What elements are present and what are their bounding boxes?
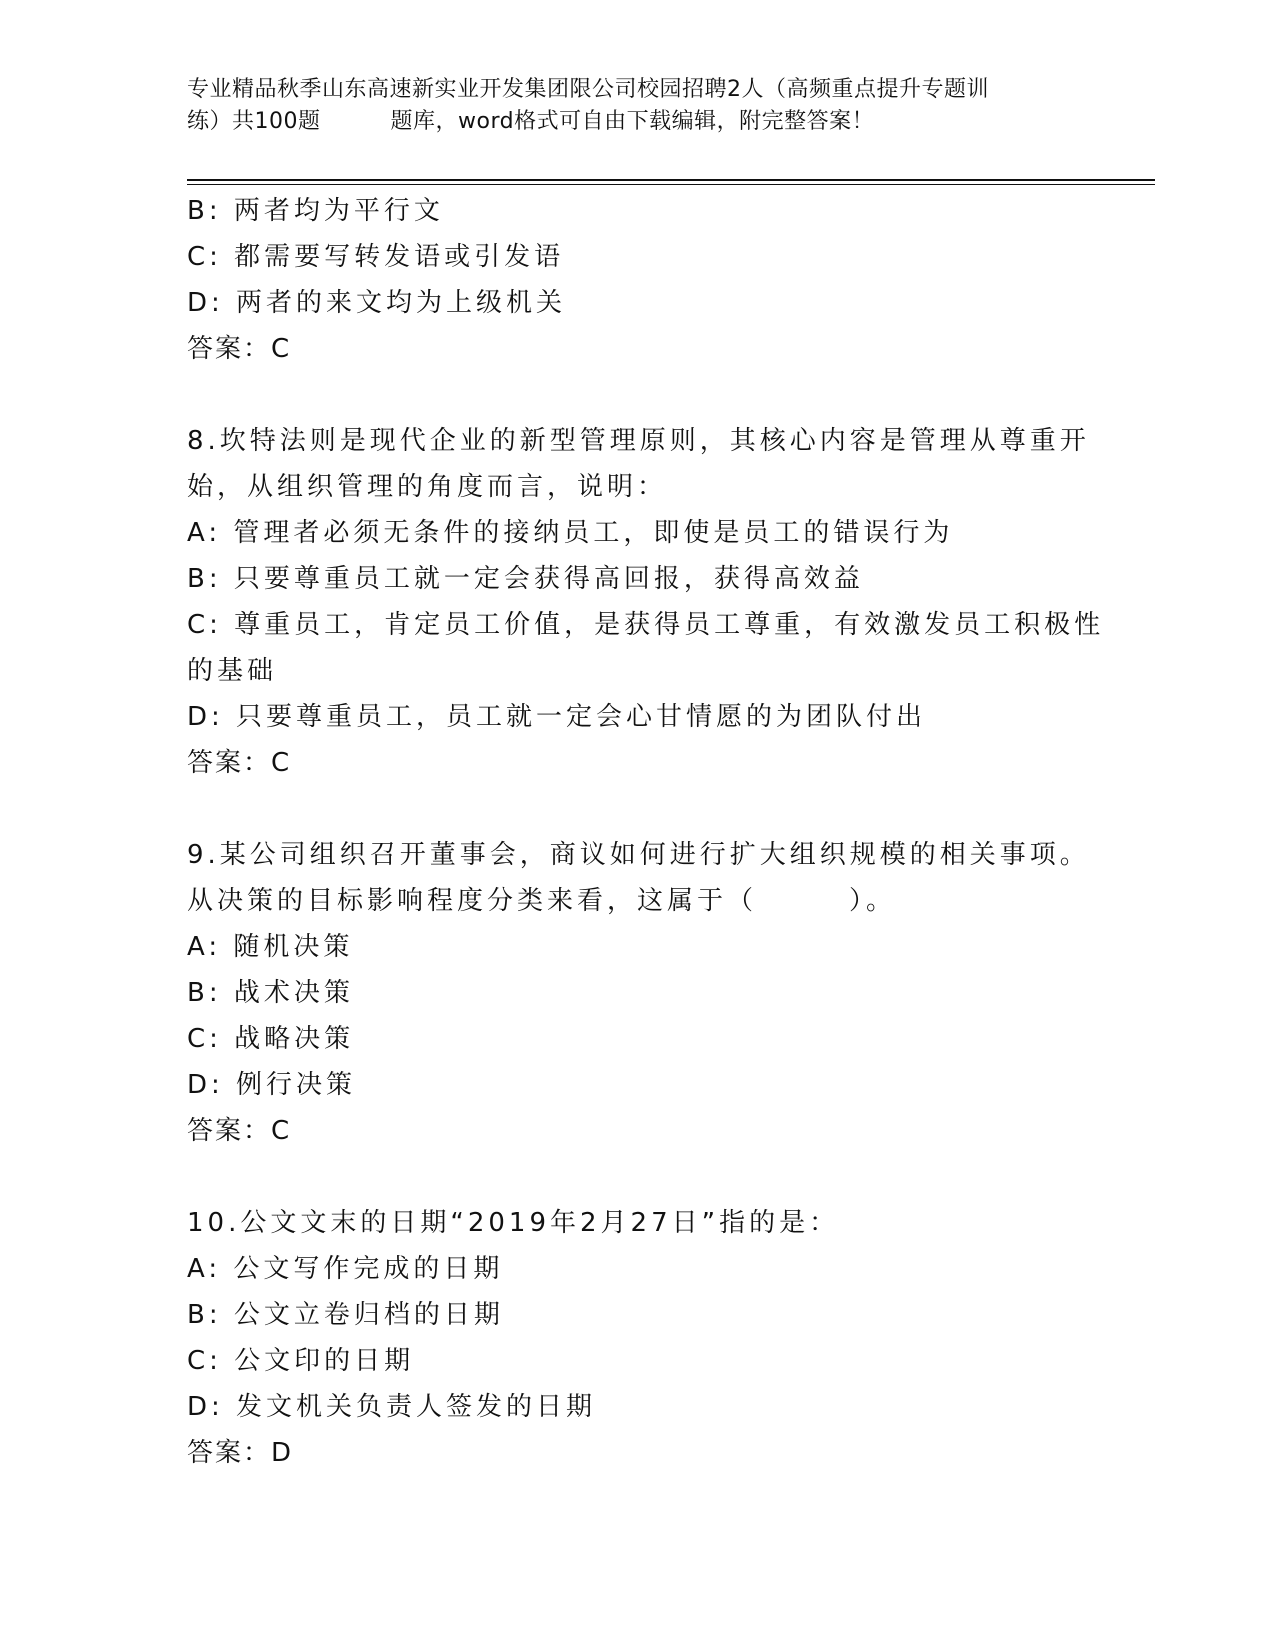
- header-title-line1: 专业精品秋季山东高速新实业开发集团限公司校园招聘2人（高频重点提升专题训: [187, 77, 989, 102]
- q7-answer: 答案：C: [187, 334, 292, 364]
- q9-option-d: D: 例行决策: [187, 1070, 357, 1100]
- q8-option-a: A: 管理者必须无条件的接纳员工，即使是员工的错误行为: [187, 518, 954, 548]
- q9-stem-line2-part2: ）。: [849, 886, 897, 916]
- q10-option-d: D: 发文机关负责人签发的日期: [187, 1392, 597, 1422]
- q10-stem: 10.公文文末的日期“2019年2月27日”指的是：: [187, 1208, 840, 1238]
- q9-answer: 答案：C: [187, 1116, 292, 1146]
- q9-option-b: B: 战术决策: [187, 978, 354, 1008]
- q9-option-c: C: 战略决策: [187, 1024, 355, 1054]
- q8-option-b: B: 只要尊重员工就一定会获得高回报，获得高效益: [187, 564, 864, 594]
- header-divider-thick: [187, 179, 1155, 181]
- q10-option-c: C: 公文印的日期: [187, 1346, 415, 1376]
- q7-option-d: D: 两者的来文均为上级机关: [187, 288, 567, 318]
- q8-option-d: D: 只要尊重员工，员工就一定会心甘情愿的为团队付出: [187, 702, 927, 732]
- q10-answer: 答案：D: [187, 1438, 294, 1468]
- q7-option-c: C: 都需要写转发语或引发语: [187, 242, 565, 272]
- header-title-line2-part2: 题库，word格式可自由下载编辑，附完整答案！: [390, 109, 875, 134]
- q7-option-b: B: 两者均为平行文: [187, 196, 444, 226]
- q9-stem-line2-part1: 从决策的目标影响程度分类来看，这属于（: [187, 886, 758, 916]
- q10-option-a: A: 公文写作完成的日期: [187, 1254, 504, 1284]
- q8-stem-line1: 8.坎特法则是现代企业的新型管理原则，其核心内容是管理从尊重开: [187, 426, 1090, 456]
- question-content: [187, 188, 1105, 1476]
- q9-stem-line1: 9.某公司组织召开董事会，商议如何进行扩大组织规模的相关事项。: [187, 840, 1090, 870]
- header-title-line2: [187, 106, 1087, 138]
- q9-stem-line2: [187, 878, 1087, 924]
- q9-option-a: A: 随机决策: [187, 932, 354, 962]
- header-divider-thin: [187, 184, 1155, 185]
- page-header: [187, 74, 1087, 138]
- q8-option-c-line1: C: 尊重员工，肯定员工价值，是获得员工尊重，有效激发员工积极性: [187, 610, 1105, 640]
- header-title-line2-part1: 练）共100题: [187, 109, 321, 134]
- q8-option-c-line2: 的基础: [187, 656, 278, 686]
- q10-option-b: B: 公文立卷归档的日期: [187, 1300, 504, 1330]
- q8-stem-line2: 始，从组织管理的角度而言，说明：: [187, 472, 668, 502]
- q8-answer: 答案：C: [187, 748, 292, 778]
